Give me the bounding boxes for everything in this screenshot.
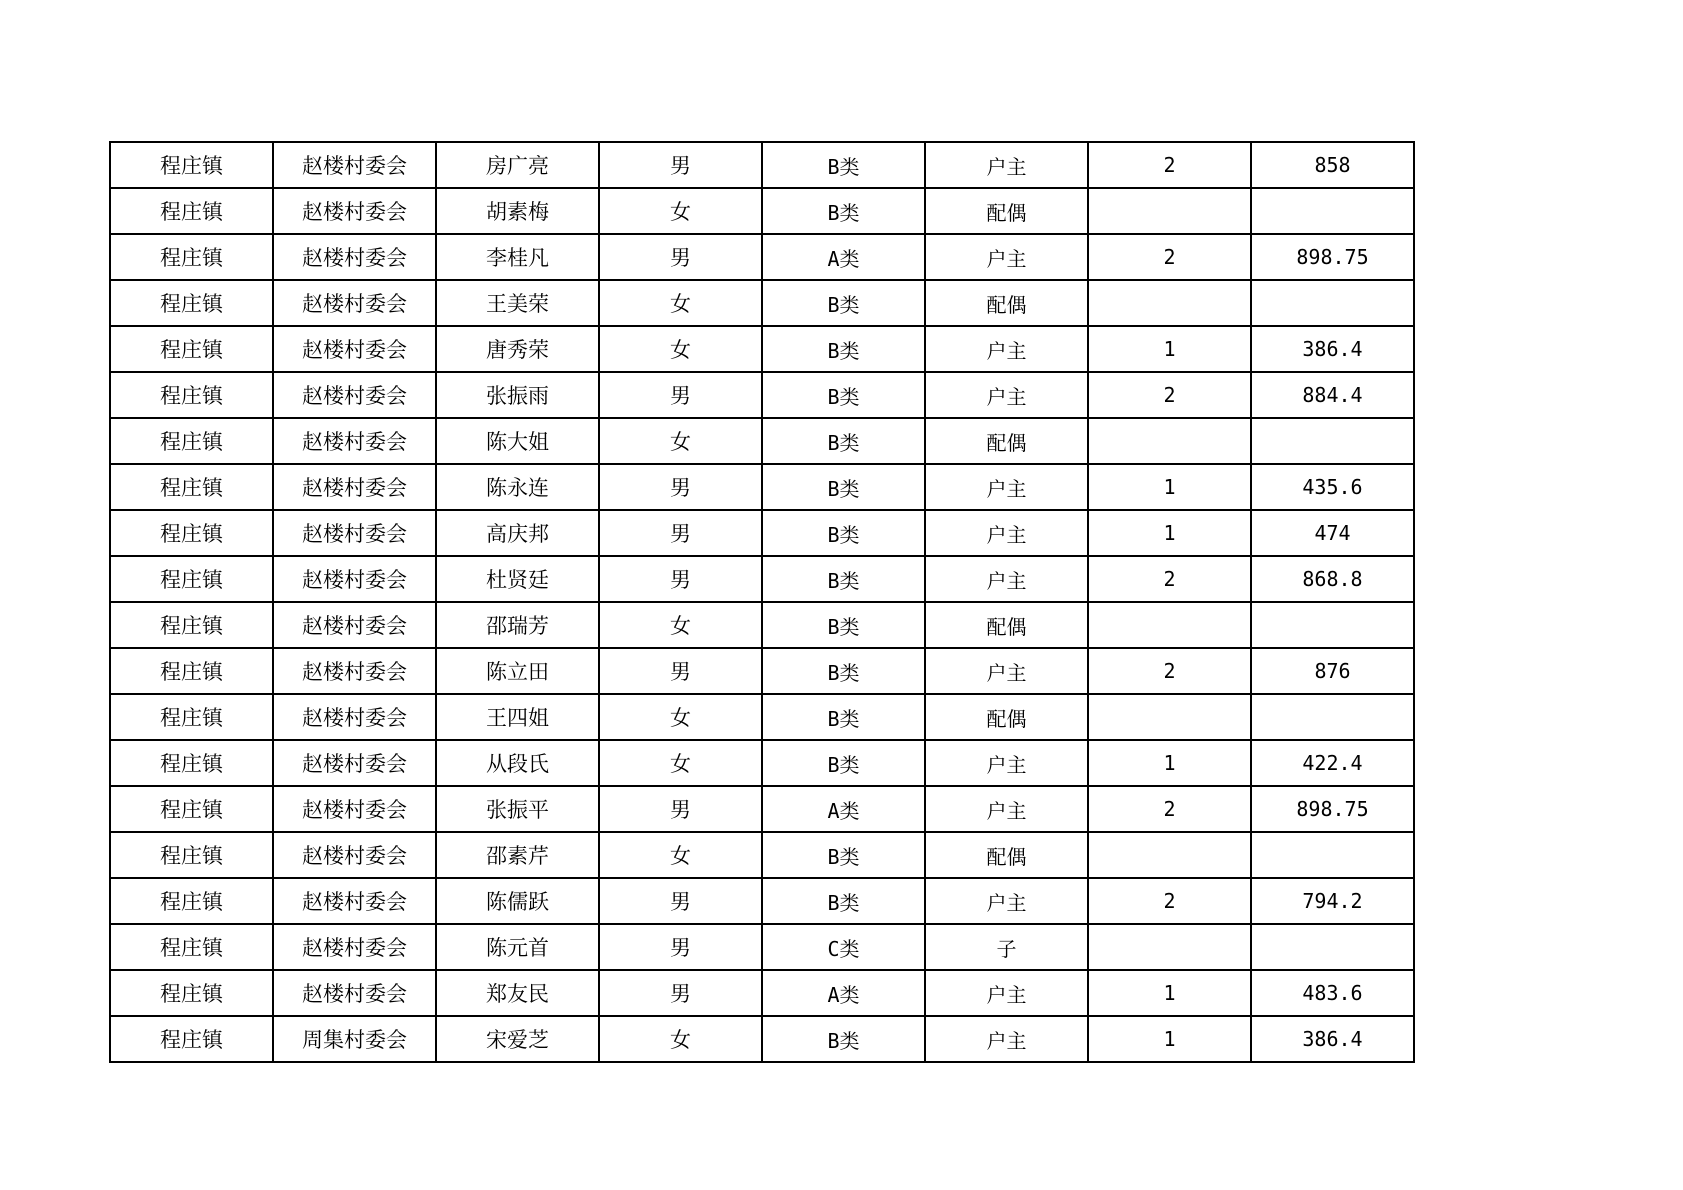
- cell-category: A类: [762, 234, 925, 280]
- table-row: [110, 602, 1414, 648]
- cell-town: 程庄镇: [110, 786, 273, 832]
- cell-category: B类: [762, 326, 925, 372]
- cell-town: 程庄镇: [110, 924, 273, 970]
- cell-town: 程庄镇: [110, 556, 273, 602]
- cell-household-size: [1088, 418, 1251, 464]
- cell-gender: 男: [599, 234, 762, 280]
- cell-amount: [1251, 832, 1414, 878]
- cell-relation: 配偶: [925, 418, 1088, 464]
- table-row: [110, 464, 1414, 510]
- cell-gender: 女: [599, 418, 762, 464]
- cell-household-size: 2: [1088, 234, 1251, 280]
- cell-relation: 配偶: [925, 832, 1088, 878]
- cell-gender: 男: [599, 556, 762, 602]
- cell-amount: 868.8: [1251, 556, 1414, 602]
- table-body: [110, 142, 1414, 1062]
- cell-relation: 户主: [925, 1016, 1088, 1062]
- cell-gender: 男: [599, 464, 762, 510]
- cell-relation: 户主: [925, 556, 1088, 602]
- cell-town: 程庄镇: [110, 878, 273, 924]
- cell-gender: 女: [599, 188, 762, 234]
- cell-relation: 户主: [925, 142, 1088, 188]
- cell-village-committee: 赵楼村委会: [273, 464, 436, 510]
- cell-name: 张振平: [436, 786, 599, 832]
- cell-name: 陈永连: [436, 464, 599, 510]
- cell-town: 程庄镇: [110, 832, 273, 878]
- cell-town: 程庄镇: [110, 648, 273, 694]
- cell-household-size: 2: [1088, 786, 1251, 832]
- cell-village-committee: 周集村委会: [273, 1016, 436, 1062]
- cell-category: B类: [762, 694, 925, 740]
- cell-category: A类: [762, 786, 925, 832]
- cell-gender: 男: [599, 372, 762, 418]
- cell-category: B类: [762, 832, 925, 878]
- cell-amount: 794.2: [1251, 878, 1414, 924]
- cell-household-size: [1088, 602, 1251, 648]
- cell-gender: 男: [599, 878, 762, 924]
- cell-town: 程庄镇: [110, 740, 273, 786]
- cell-gender: 女: [599, 1016, 762, 1062]
- cell-gender: 男: [599, 924, 762, 970]
- cell-village-committee: 赵楼村委会: [273, 602, 436, 648]
- cell-town: 程庄镇: [110, 464, 273, 510]
- cell-category: B类: [762, 556, 925, 602]
- cell-town: 程庄镇: [110, 418, 273, 464]
- cell-category: C类: [762, 924, 925, 970]
- cell-name: 陈元首: [436, 924, 599, 970]
- cell-relation: 户主: [925, 234, 1088, 280]
- cell-household-size: [1088, 694, 1251, 740]
- cell-name: 邵瑞芳: [436, 602, 599, 648]
- cell-relation: 户主: [925, 648, 1088, 694]
- table-row: [110, 556, 1414, 602]
- cell-household-size: 1: [1088, 464, 1251, 510]
- cell-gender: 女: [599, 694, 762, 740]
- table-row: [110, 280, 1414, 326]
- cell-category: B类: [762, 510, 925, 556]
- cell-household-size: 2: [1088, 372, 1251, 418]
- cell-household-size: 1: [1088, 970, 1251, 1016]
- cell-village-committee: 赵楼村委会: [273, 740, 436, 786]
- table-row: [110, 142, 1414, 188]
- cell-village-committee: 赵楼村委会: [273, 326, 436, 372]
- cell-village-committee: 赵楼村委会: [273, 510, 436, 556]
- cell-town: 程庄镇: [110, 1016, 273, 1062]
- cell-household-size: [1088, 280, 1251, 326]
- table-row: [110, 694, 1414, 740]
- cell-name: 宋爱芝: [436, 1016, 599, 1062]
- table-row: [110, 326, 1414, 372]
- cell-amount: [1251, 924, 1414, 970]
- cell-amount: [1251, 280, 1414, 326]
- cell-relation: 户主: [925, 740, 1088, 786]
- cell-relation: 配偶: [925, 694, 1088, 740]
- cell-relation: 配偶: [925, 602, 1088, 648]
- cell-village-committee: 赵楼村委会: [273, 970, 436, 1016]
- data-table: [109, 141, 1415, 1063]
- cell-relation: 配偶: [925, 188, 1088, 234]
- cell-town: 程庄镇: [110, 280, 273, 326]
- cell-relation: 户主: [925, 372, 1088, 418]
- cell-name: 陈大姐: [436, 418, 599, 464]
- cell-village-committee: 赵楼村委会: [273, 878, 436, 924]
- cell-name: 房广亮: [436, 142, 599, 188]
- table-row: [110, 418, 1414, 464]
- cell-category: B类: [762, 1016, 925, 1062]
- cell-category: B类: [762, 648, 925, 694]
- cell-gender: 女: [599, 326, 762, 372]
- cell-name: 杜贤廷: [436, 556, 599, 602]
- table-row: [110, 510, 1414, 556]
- cell-category: B类: [762, 740, 925, 786]
- cell-gender: 男: [599, 970, 762, 1016]
- cell-amount: [1251, 188, 1414, 234]
- cell-category: B类: [762, 142, 925, 188]
- cell-relation: 户主: [925, 464, 1088, 510]
- cell-name: 陈儒跃: [436, 878, 599, 924]
- cell-category: A类: [762, 970, 925, 1016]
- cell-relation: 子: [925, 924, 1088, 970]
- cell-village-committee: 赵楼村委会: [273, 786, 436, 832]
- cell-village-committee: 赵楼村委会: [273, 556, 436, 602]
- cell-household-size: 2: [1088, 648, 1251, 694]
- table-row: [110, 372, 1414, 418]
- cell-village-committee: 赵楼村委会: [273, 832, 436, 878]
- table-row: [110, 832, 1414, 878]
- cell-name: 邵素芹: [436, 832, 599, 878]
- table-row: [110, 188, 1414, 234]
- cell-amount: 474: [1251, 510, 1414, 556]
- cell-name: 张振雨: [436, 372, 599, 418]
- cell-relation: 户主: [925, 326, 1088, 372]
- cell-name: 高庆邦: [436, 510, 599, 556]
- cell-amount: 898.75: [1251, 786, 1414, 832]
- table-row: [110, 648, 1414, 694]
- cell-household-size: 1: [1088, 326, 1251, 372]
- cell-gender: 男: [599, 510, 762, 556]
- cell-town: 程庄镇: [110, 694, 273, 740]
- table-row: [110, 234, 1414, 280]
- cell-household-size: 1: [1088, 510, 1251, 556]
- cell-relation: 户主: [925, 786, 1088, 832]
- cell-gender: 男: [599, 648, 762, 694]
- cell-gender: 女: [599, 602, 762, 648]
- cell-gender: 男: [599, 142, 762, 188]
- cell-village-committee: 赵楼村委会: [273, 924, 436, 970]
- table-row: [110, 740, 1414, 786]
- cell-household-size: 2: [1088, 556, 1251, 602]
- cell-category: B类: [762, 418, 925, 464]
- cell-gender: 女: [599, 280, 762, 326]
- cell-relation: 配偶: [925, 280, 1088, 326]
- cell-village-committee: 赵楼村委会: [273, 188, 436, 234]
- cell-category: B类: [762, 602, 925, 648]
- table-row: [110, 878, 1414, 924]
- cell-household-size: 2: [1088, 142, 1251, 188]
- cell-gender: 女: [599, 740, 762, 786]
- table-row: [110, 1016, 1414, 1062]
- cell-village-committee: 赵楼村委会: [273, 418, 436, 464]
- cell-town: 程庄镇: [110, 326, 273, 372]
- cell-category: B类: [762, 372, 925, 418]
- cell-amount: [1251, 602, 1414, 648]
- cell-name: 王四姐: [436, 694, 599, 740]
- cell-village-committee: 赵楼村委会: [273, 280, 436, 326]
- cell-category: B类: [762, 878, 925, 924]
- cell-amount: [1251, 418, 1414, 464]
- cell-household-size: [1088, 832, 1251, 878]
- cell-amount: 422.4: [1251, 740, 1414, 786]
- cell-relation: 户主: [925, 878, 1088, 924]
- cell-household-size: [1088, 924, 1251, 970]
- cell-relation: 户主: [925, 970, 1088, 1016]
- cell-town: 程庄镇: [110, 234, 273, 280]
- cell-amount: 386.4: [1251, 1016, 1414, 1062]
- cell-name: 王美荣: [436, 280, 599, 326]
- cell-gender: 女: [599, 832, 762, 878]
- cell-name: 胡素梅: [436, 188, 599, 234]
- cell-relation: 户主: [925, 510, 1088, 556]
- cell-town: 程庄镇: [110, 602, 273, 648]
- cell-category: B类: [762, 280, 925, 326]
- cell-household-size: [1088, 188, 1251, 234]
- cell-amount: 435.6: [1251, 464, 1414, 510]
- cell-village-committee: 赵楼村委会: [273, 694, 436, 740]
- table-row: [110, 924, 1414, 970]
- cell-amount: 876: [1251, 648, 1414, 694]
- cell-gender: 男: [599, 786, 762, 832]
- cell-amount: 386.4: [1251, 326, 1414, 372]
- cell-village-committee: 赵楼村委会: [273, 372, 436, 418]
- cell-town: 程庄镇: [110, 142, 273, 188]
- cell-category: B类: [762, 464, 925, 510]
- cell-town: 程庄镇: [110, 510, 273, 556]
- cell-household-size: 1: [1088, 740, 1251, 786]
- cell-category: B类: [762, 188, 925, 234]
- table-row: [110, 786, 1414, 832]
- table-row: [110, 970, 1414, 1016]
- cell-town: 程庄镇: [110, 970, 273, 1016]
- cell-amount: 898.75: [1251, 234, 1414, 280]
- cell-town: 程庄镇: [110, 188, 273, 234]
- cell-amount: 858: [1251, 142, 1414, 188]
- cell-village-committee: 赵楼村委会: [273, 234, 436, 280]
- cell-name: 李桂凡: [436, 234, 599, 280]
- cell-amount: [1251, 694, 1414, 740]
- cell-name: 从段氏: [436, 740, 599, 786]
- cell-household-size: 2: [1088, 878, 1251, 924]
- cell-amount: 483.6: [1251, 970, 1414, 1016]
- cell-name: 郑友民: [436, 970, 599, 1016]
- cell-amount: 884.4: [1251, 372, 1414, 418]
- cell-village-committee: 赵楼村委会: [273, 648, 436, 694]
- cell-village-committee: 赵楼村委会: [273, 142, 436, 188]
- cell-name: 唐秀荣: [436, 326, 599, 372]
- cell-name: 陈立田: [436, 648, 599, 694]
- cell-town: 程庄镇: [110, 372, 273, 418]
- cell-household-size: 1: [1088, 1016, 1251, 1062]
